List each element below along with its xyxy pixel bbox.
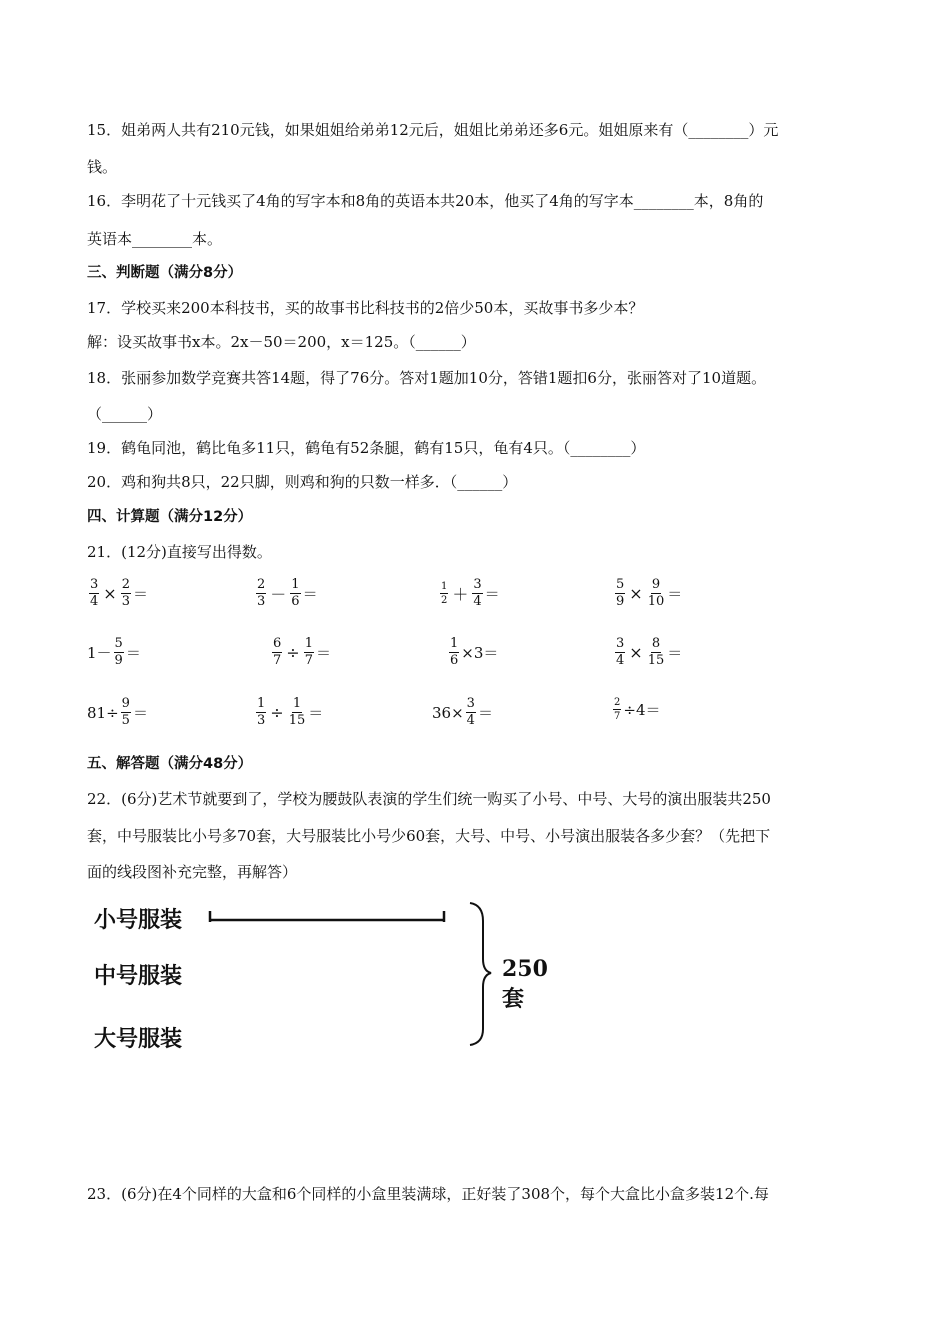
calc-r1c2: $\frac{2}{3}$ － $\frac{1}{6}$ ＝ (257, 577, 318, 609)
q15-line2: 钱。 (87, 158, 118, 176)
label-large: 大号服装 (94, 1026, 183, 1052)
question-23: 23．(6分)在4个同样的大盒和6个同样的小盒里装满球，正好装了308个，每个大盒比小盒多装12个.每 (87, 1185, 769, 1203)
calc-r3c2: $\frac{1}{3}$ ÷ $\frac{1}{15}$ ＝ (257, 696, 324, 728)
right-brace (470, 903, 491, 1045)
q17-line1: 17．学校买来200本科技书，买的故事书比科技书的2倍少50本，买故事书多少本？ (87, 299, 644, 317)
question-20: 20．鸡和狗共8只，22只脚，则鸡和狗的只数一样多．（______） (87, 473, 518, 491)
total-label: 250套 (502, 956, 548, 1012)
q17-line2: 解：设买故事书x本。2x－50＝200，x＝125。（______） (87, 333, 476, 351)
q16-line2: 英语本________本。 (87, 230, 223, 248)
small-segment (210, 911, 444, 922)
calc-r2c4: $\frac{3}{4}$ × $\frac{8}{15}$ ＝ (616, 636, 683, 668)
q18-line2: （______） (87, 405, 163, 423)
calc-r1c4: $\frac{5}{9}$ × $\frac{9}{10}$ ＝ (616, 577, 683, 609)
question-21: 21．(12分)直接写出得数。 (87, 543, 272, 561)
q22-line3: 面的线段图补充完整，再解答） (87, 863, 298, 881)
calc-r2c2: $\frac{6}{7}$ ÷ $\frac{1}{7}$ ＝ (273, 636, 331, 668)
question-19: 19．鹤龟同池，鹤比龟多11只，鹤龟有52条腿，鹤有15只，龟有4只。（________） (87, 439, 646, 457)
section-3-heading: 三、判断题（满分8分） (87, 265, 243, 281)
calc-r3c1: 81÷ $\frac{9}{5}$ ＝ (87, 696, 148, 728)
label-medium: 中号服装 (94, 963, 183, 989)
calc-r3c3: 36× $\frac{3}{4}$ ＝ (432, 696, 493, 728)
q15-line1: 15．姐弟两人共有210元钱，如果姐姐给弟弟12元后，姐姐比弟弟还多6元。姐姐原来有（________）元 (87, 121, 779, 139)
segment-diagram (87, 895, 567, 1060)
label-small: 小号服装 (94, 907, 183, 933)
diagram-graphics (87, 895, 567, 1060)
calc-r2c3: $\frac{1}{6}$ ×3＝ (450, 636, 499, 668)
section-5-heading: 五、解答题（满分48分） (87, 756, 253, 772)
q18-line1: 18．张丽参加数学竞赛共答14题，得了76分。答对1题加10分，答错1题扣6分，张丽答对了10道题。 (87, 369, 767, 387)
calc-r2c1: 1－ $\frac{5}{9}$ ＝ (87, 636, 141, 668)
q22-line1: 22．(6分)艺术节就要到了，学校为腰鼓队表演的学生们统一购买了小号、中号、大号的演出服装共250 (87, 790, 771, 808)
calc-r1c3: $\frac{1}{2}$ ＋ $\frac{3}{4}$ ＝ (441, 577, 500, 609)
calc-r1c1: $\frac{3}{4}$ × $\frac{2}{3}$ ＝ (90, 577, 148, 609)
calc-r3c4: $\frac{2}{7}$ ÷4＝ (614, 697, 661, 722)
section-4-heading: 四、计算题（满分12分） (87, 509, 253, 525)
q16-line1: 16．李明花了十元钱买了4角的写字本和8角的英语本共20本，他买了4角的写字本________本，8角的 (87, 192, 764, 210)
q22-line2: 套，中号服装比小号多70套，大号服装比小号少60套，大号、中号、小号演出服装各多少套？（先把下 (87, 827, 771, 845)
